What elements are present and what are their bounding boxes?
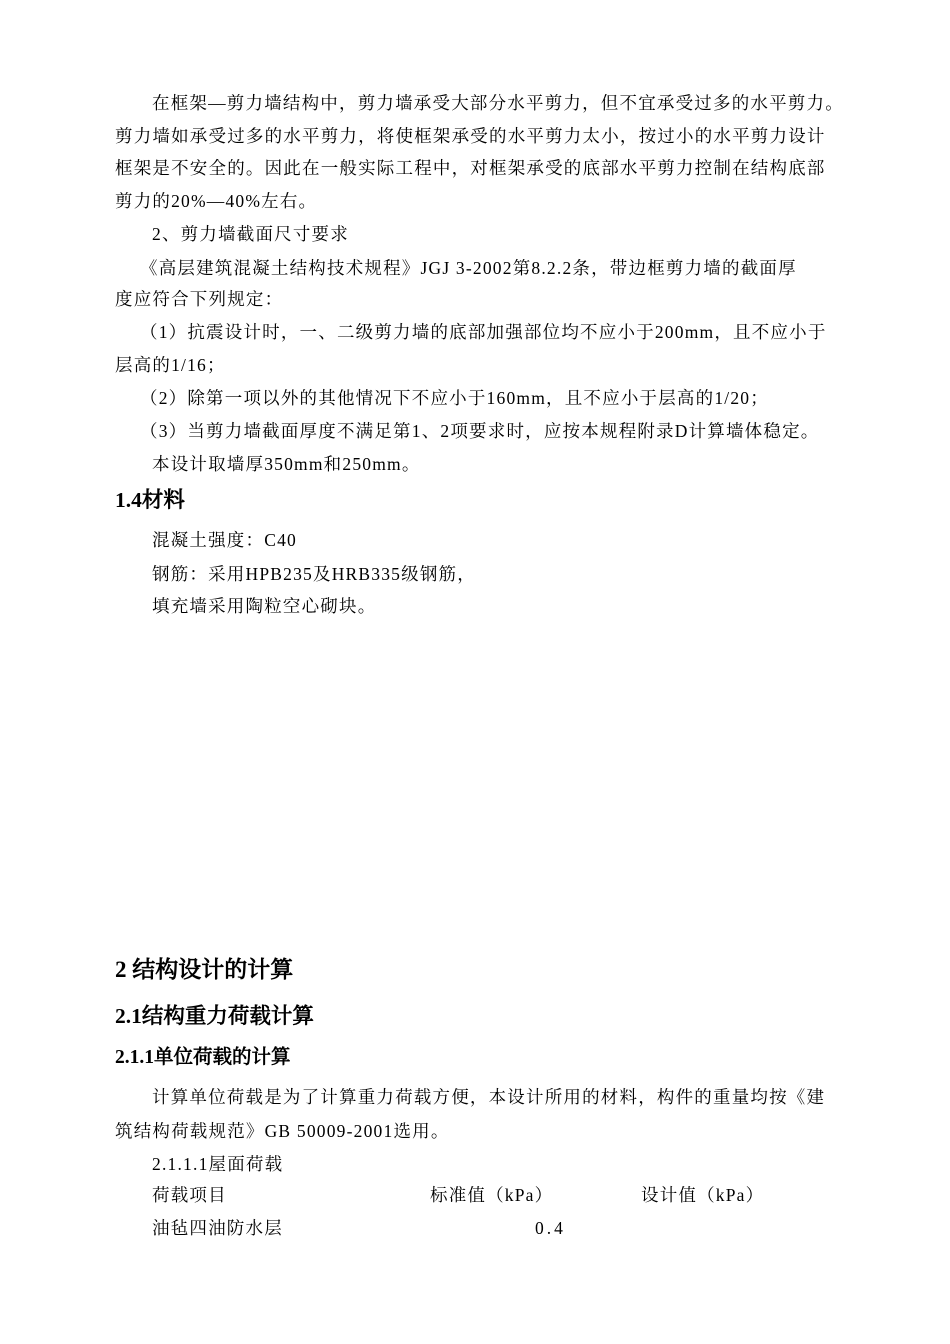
table-header: 荷载项目 <box>152 1185 227 1205</box>
table-header: 设计值（kPa） <box>641 1185 765 1205</box>
design-note: 本设计取墙厚350mm和250mm。 <box>152 454 421 474</box>
section-heading-1-4: 1.4材料 <box>115 488 185 512</box>
list-item-heading: 2、剪力墙截面尺寸要求 <box>152 224 349 244</box>
rule-item-cont: 层高的1/16； <box>115 355 226 375</box>
material-line: 钢筋：采用HPB235及HRB335级钢筋， <box>152 564 476 584</box>
text-line: 《高层建筑混凝土结构技术规程》JGJ 3-2002第8.2.2条，带边框剪力墙的截面厚 <box>140 258 797 278</box>
rule-item: （2）除第一项以外的其他情况下不应小于160mm，且不应小于层高的1/20； <box>140 388 769 408</box>
text-line: 计算单位荷载是为了计算重力荷载方便，本设计所用的材料，构件的重量均按《建 <box>152 1087 826 1107</box>
text-line: 框架是不安全的。因此在一般实际工程中，对框架承受的底部水平剪力控制在结构底部 <box>115 158 826 178</box>
text-line: 在框架—剪力墙结构中，剪力墙承受大部分水平剪力，但不宜承受过多的水平剪力。 <box>152 93 844 113</box>
rule-item: （1）抗震设计时，一、二级剪力墙的底部加强部位均不应小于200mm，且不应小于 <box>140 322 827 342</box>
material-line: 混凝土强度：C40 <box>152 530 297 550</box>
text-line: 度应符合下列规定： <box>115 289 284 309</box>
subsection-heading-2-1-1: 2.1.1单位荷载的计算 <box>115 1047 291 1068</box>
table-cell: 0.4 <box>535 1218 566 1238</box>
table-header: 标准值（kPa） <box>430 1185 554 1205</box>
table-cell: 油毡四油防水层 <box>152 1218 283 1238</box>
rule-item: （3）当剪力墙截面厚度不满足第1、2项要求时，应按本规程附录D计算墙体稳定。 <box>140 421 820 441</box>
material-line: 填充墙采用陶粒空心砌块。 <box>152 596 377 616</box>
chapter-heading-2: 2 结构设计的计算 <box>115 957 294 982</box>
text-line: 筑结构荷载规范》GB 50009-2001选用。 <box>115 1121 450 1141</box>
section-heading-2-1: 2.1结构重力荷载计算 <box>115 1004 314 1028</box>
roof-load-title: 2.1.1.1屋面荷载 <box>152 1154 284 1174</box>
text-line: 剪力墙如承受过多的水平剪力，将使框架承受的水平剪力太小，按过小的水平剪力设计 <box>115 126 826 146</box>
text-line: 剪力的20%—40%左右。 <box>115 191 318 211</box>
